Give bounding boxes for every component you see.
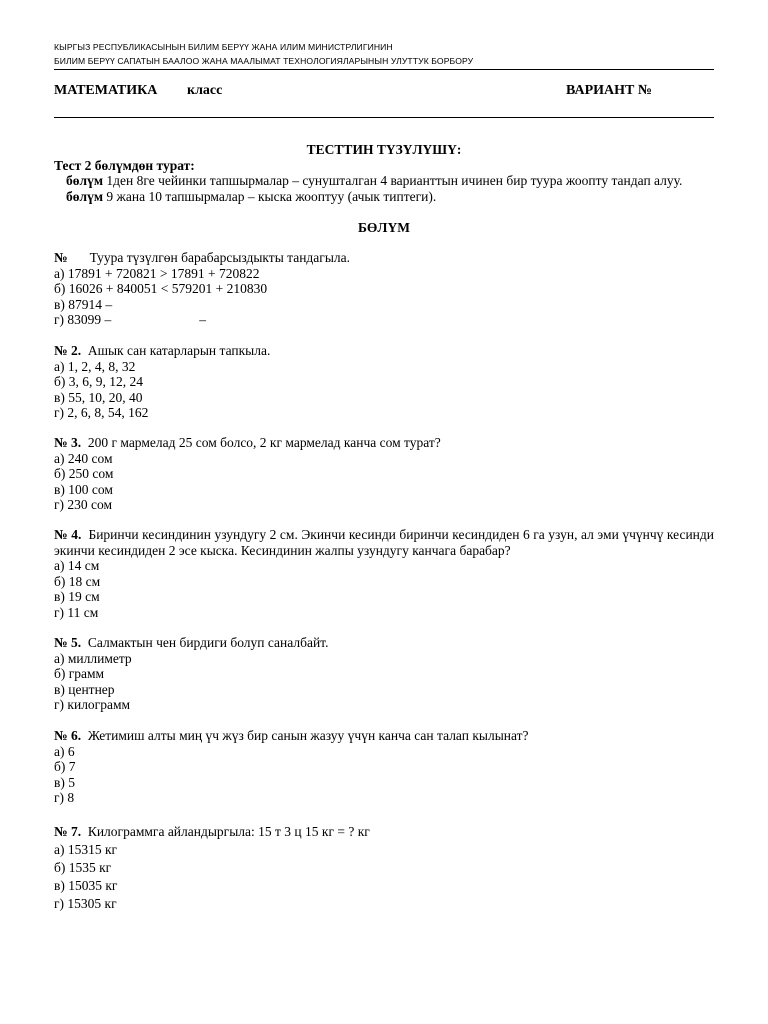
question-number: № 4. xyxy=(54,527,82,542)
question-2 xyxy=(54,343,714,421)
part-1-label: бөлүм xyxy=(66,173,104,189)
answer-option: б) 3, 6, 9, 12, 24 xyxy=(54,374,143,389)
section-title: БӨЛҮМ xyxy=(358,220,410,235)
question-5 xyxy=(54,635,714,713)
question-4 xyxy=(54,527,714,620)
answer-option: а) 14 см xyxy=(54,558,100,573)
question-prompt xyxy=(54,635,714,651)
answer-option: б) 1535 кг xyxy=(54,860,112,875)
question-prompt xyxy=(54,343,714,359)
answer-option: г) 11 см xyxy=(54,604,99,620)
question-3 xyxy=(54,435,714,513)
answer-option: а) 15315 кг xyxy=(54,842,118,857)
question-text: Килограммга айландыргыла: 15 т 3 ц 15 кг = ? кг xyxy=(87,824,370,839)
answer-option: в) 87914 – xyxy=(54,296,113,312)
answer-option: б) 7 xyxy=(54,759,76,774)
answer-option: а) 17891 + 720821 > 17891 + 720822 xyxy=(54,265,260,281)
question-text: Салмактын чен бирдиги болуп саналбайт. xyxy=(87,635,329,650)
question-prompt xyxy=(54,823,714,841)
answer-option: б) грамм xyxy=(54,666,105,681)
answer-option: б) 250 сом xyxy=(54,466,114,481)
question-text: Ашык сан катарларын тапкыла. xyxy=(87,343,271,358)
answer-option: в) 55, 10, 20, 40 xyxy=(54,389,143,405)
header-rule xyxy=(54,69,714,70)
answer-option: г) 230 сом xyxy=(54,497,113,512)
variant-label: ВАРИАНТ № xyxy=(566,83,652,98)
question-prompt xyxy=(54,250,714,266)
question-number: № 6. xyxy=(54,728,82,743)
question-number: № 5. xyxy=(54,635,82,650)
answer-option: а) 6 xyxy=(54,743,75,759)
answer-option xyxy=(54,312,714,328)
part-1-text: 1ден 8ге чейинки тапшырмалар – сунушталган 4 варианттын ичинен бир туура жоопту тандап алуу. xyxy=(103,173,683,189)
ministry-line: КЫРГЫЗ РЕСПУБЛИКАСЫНЫН БИЛИМ БЕРҮҮ ЖАНА ИЛИМ МИНИСТРЛИГИНИН xyxy=(54,42,393,52)
part-2-description xyxy=(54,189,714,204)
question-number: № 7. xyxy=(54,824,82,839)
question-7 xyxy=(54,823,714,913)
part-2-label: бөлүм xyxy=(66,188,104,204)
answer-option: в) 15035 кг xyxy=(54,878,118,893)
answer-option: г) 2, 6, 8, 54, 162 xyxy=(54,405,149,420)
question-text: Биринчи кесиндинин узундугу 2 см. Экинчи кесинди биринчи кесиндиден 6 га узун, ал эми үчүнчү кесинди экинчи кесиндиден 2 эсе кыска. Кесиндинин жалпы узундугу канчага барабар? xyxy=(54,527,714,558)
answer-option: в) 19 см xyxy=(54,589,100,604)
grade-label: класс xyxy=(187,83,223,98)
question-prompt xyxy=(54,435,714,451)
answer-option: г) 15305 кг xyxy=(54,896,117,911)
answer-option: а) 1, 2, 4, 8, 32 xyxy=(54,358,136,374)
answer-option: г) 8 xyxy=(54,790,75,805)
question-prompt xyxy=(54,728,714,744)
part-1-description xyxy=(54,173,714,188)
answer-option: г) килограмм xyxy=(54,697,131,712)
question-1 xyxy=(54,250,714,328)
answer-option: а) 240 сом xyxy=(54,450,113,466)
structure-body xyxy=(54,158,714,204)
center-line: БИЛИМ БЕРҮҮ САПАТЫН БААЛОО ЖАНА МААЛЫМАТ ТЕХНОЛОГИЯЛАРЫНЫН УЛУТТУК БОРБОРУ xyxy=(54,56,474,66)
question-number: № 2. xyxy=(54,343,82,358)
answer-option: б) 18 см xyxy=(54,573,101,589)
part-2-text: 9 жана 10 тапшырмалар – кыска жооптуу (ачык типтеги). xyxy=(103,188,437,204)
question-6 xyxy=(54,728,714,806)
question-text: 200 г мармелад 25 сом болсо, 2 кг мармелад канча сом турат? xyxy=(87,435,441,450)
answer-option: в) 5 xyxy=(54,774,75,790)
question-text: Туура түзүлгөн барабарсыздыкты тандагыла. xyxy=(89,250,351,265)
answer-option-text: г) 83099 – xyxy=(54,312,112,327)
answer-option: а) миллиметр xyxy=(54,650,132,666)
structure-intro: Тест 2 бөлүмдөн турат: xyxy=(54,158,195,173)
question-number: № 3. xyxy=(54,435,82,450)
structure-title: ТЕСТТИН ТҮЗҮЛҮШҮ: xyxy=(306,142,462,157)
question-number: № xyxy=(54,250,68,265)
question-prompt xyxy=(54,527,714,558)
subject-name: МАТЕМАТИКА xyxy=(54,83,158,98)
answer-option: в) центнер xyxy=(54,681,115,697)
answer-option: б) 16026 + 840051 < 579201 + 210830 xyxy=(54,281,268,296)
document-header xyxy=(54,40,714,68)
subject-rule xyxy=(54,117,714,118)
answer-option: в) 100 сом xyxy=(54,481,113,497)
answer-option-extra: – xyxy=(199,312,207,327)
question-text: Жетимиш алты миң үч жүз бир санын жазуу үчүн канча сан талап кылынат? xyxy=(87,728,529,743)
